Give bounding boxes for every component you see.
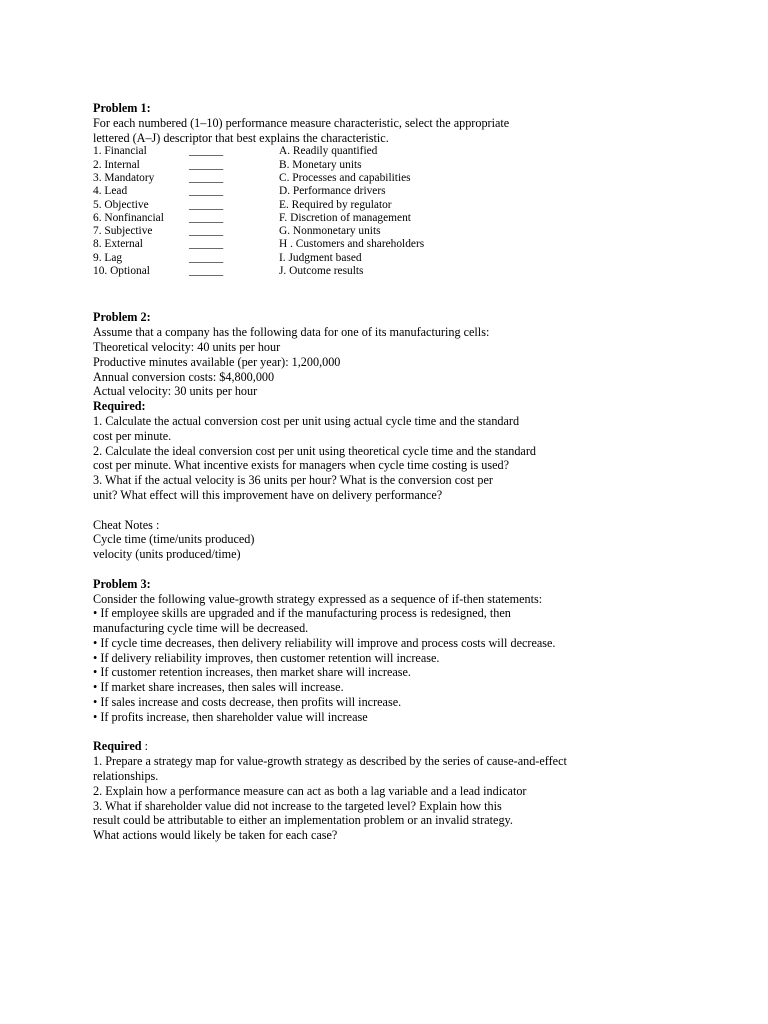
answer-blank: ______ <box>189 251 224 264</box>
matching-row <box>93 252 733 265</box>
problem-3-line: • If delivery reliability improves, then customer retention will increase. <box>93 650 440 665</box>
cheat-notes-title: Cheat Notes : <box>93 517 160 532</box>
matching-row <box>93 145 733 158</box>
matching-row <box>93 199 733 212</box>
document-page <box>93 101 733 843</box>
problem-2-required-label: Required: <box>93 399 146 414</box>
cheat-note-line: velocity (units produced/time) <box>93 547 241 562</box>
characteristic-term: 8. External <box>93 238 143 251</box>
problem-3-line: Consider the following value-growth strategy expressed as a sequence of if-then statements: <box>93 591 543 606</box>
characteristic-term: 5. Objective <box>93 198 149 211</box>
section-spacer <box>93 562 733 577</box>
characteristic-term: 4. Lead <box>93 185 128 198</box>
characteristic-term: 2. Internal <box>93 158 140 171</box>
problem-2-data-line: Assume that a company has the following data for one of its manufacturing cells: <box>93 325 490 340</box>
matching-row <box>93 185 733 198</box>
matching-row <box>93 159 733 172</box>
problem-2-required-line: 3. What if the actual velocity is 36 units per hour? What is the conversion cost per <box>93 473 493 488</box>
problem-1-section <box>93 101 733 278</box>
characteristic-term: 6. Nonfinancial <box>93 211 164 224</box>
matching-row <box>93 225 733 238</box>
answer-blank: ______ <box>189 185 224 198</box>
answer-blank: ______ <box>189 198 224 211</box>
problem-3-line: • If cycle time decreases, then delivery reliability will improve and process costs will decrease. <box>93 635 556 650</box>
matching-row <box>93 212 733 225</box>
answer-blank: ______ <box>189 265 224 278</box>
descriptor: C. Processes and capabilities <box>279 171 411 184</box>
problem-3-line: • If customer retention increases, then market share will increase. <box>93 665 411 680</box>
descriptor: D. Performance drivers <box>279 185 386 198</box>
descriptor: I. Judgment based <box>279 251 362 264</box>
answer-blank: ______ <box>189 238 224 251</box>
answer-blank: ______ <box>189 171 224 184</box>
spacer <box>93 503 733 518</box>
problem-2-data-line: Annual conversion costs: $4,800,000 <box>93 369 275 384</box>
descriptor: G. Nonmonetary units <box>279 225 381 238</box>
problem-3-title: Problem 3: <box>93 576 151 591</box>
descriptor: E. Required by regulator <box>279 198 392 211</box>
matching-row <box>93 238 733 251</box>
problem-3-required-label: Required <box>93 739 142 754</box>
section-spacer <box>93 278 733 310</box>
problem-2-required-line: 1. Calculate the actual conversion cost per unit using actual cycle time and the standard <box>93 413 520 428</box>
answer-blank: ______ <box>189 211 224 224</box>
problem-2-required-line: cost per minute. What incentive exists for managers when cycle time costing is used? <box>93 458 510 473</box>
descriptor: F. Discretion of management <box>279 211 411 224</box>
problem-1-intro-line: lettered (A–J) descriptor that best explains the characteristic. <box>93 130 389 145</box>
problem-3-required-line: 1. Prepare a strategy map for value-growth strategy as described by the series of cause-and-effect <box>93 754 567 769</box>
problem-3-required-line: relationships. <box>93 769 159 784</box>
problem-2-required-line: unit? What effect will this improvement have on delivery performance? <box>93 487 443 502</box>
problem-2-data-line: Theoretical velocity: 40 units per hour <box>93 339 281 354</box>
characteristic-term: 10. Optional <box>93 265 150 278</box>
cheat-note-line: Cycle time (time/units produced) <box>93 532 255 547</box>
characteristic-term: 7. Subjective <box>93 225 153 238</box>
characteristic-term: 3. Mandatory <box>93 171 155 184</box>
problem-3-required-line: What actions would likely be taken for each case? <box>93 828 338 843</box>
problem-2-data-line: Productive minutes available (per year): 1,200,000 <box>93 354 341 369</box>
answer-blank: ______ <box>189 225 224 238</box>
problem-2-data-line: Actual velocity: 30 units per hour <box>93 384 258 399</box>
problem-3-required-heading <box>93 739 733 754</box>
problem-2-title: Problem 2: <box>93 310 151 325</box>
descriptor: H . Customers and shareholders <box>279 238 425 251</box>
problem-3-line: • If market share increases, then sales will increase. <box>93 680 344 695</box>
characteristic-term: 9. Lag <box>93 251 123 264</box>
answer-blank: ______ <box>189 158 224 171</box>
problem-3-line: • If profits increase, then shareholder value will increase <box>93 709 368 724</box>
problem-3-line: manufacturing cycle time will be decreased. <box>93 621 309 636</box>
descriptor: B. Monetary units <box>279 158 362 171</box>
answer-blank: ______ <box>189 145 224 158</box>
problem-3-required-line: result could be attributable to either an implementation problem or an invalid strategy. <box>93 813 513 828</box>
problem-2-required-line: 2. Calculate the ideal conversion cost per unit using theoretical cycle time and the standard <box>93 443 536 458</box>
spacer <box>93 725 733 740</box>
problem-3-required-line: 2. Explain how a performance measure can act as both a lag variable and a lead indicator <box>93 783 527 798</box>
characteristic-term: 1. Financial <box>93 145 147 158</box>
problem-3-line: • If sales increase and costs decrease, then profits will increase. <box>93 695 402 710</box>
problem-3-line: • If employee skills are upgraded and if the manufacturing process is redesigned, then <box>93 606 511 621</box>
problem-1-intro-line: For each numbered (1–10) performance measure characteristic, select the appropriate <box>93 115 510 130</box>
problem-3-required-line: 3. What if shareholder value did not increase to the targeted level? Explain how this <box>93 798 502 813</box>
matching-row <box>93 265 733 278</box>
problem-3-required-suffix: : <box>141 739 148 754</box>
problem-3-section <box>93 577 733 843</box>
matching-row <box>93 172 733 185</box>
matching-table <box>93 145 733 278</box>
problem-1-title: Problem 1: <box>93 101 151 115</box>
descriptor: J. Outcome results <box>279 265 364 278</box>
problem-2-required-line: cost per minute. <box>93 428 172 443</box>
descriptor: A. Readily quantified <box>279 145 378 158</box>
problem-2-section <box>93 310 733 562</box>
